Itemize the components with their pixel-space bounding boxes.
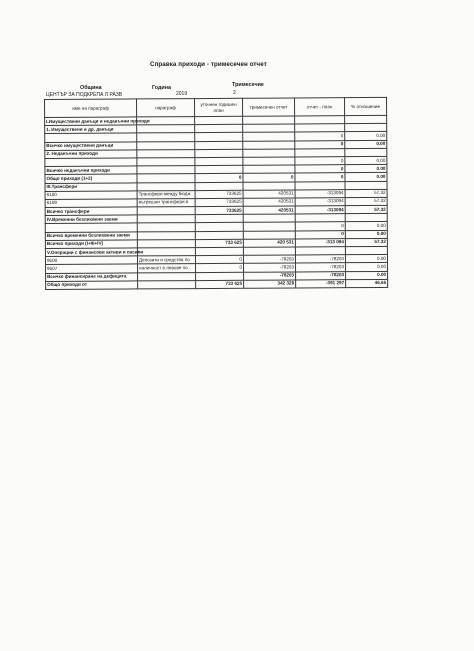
table-cell-diff [295,214,345,222]
table-cell-pct: 0.00 [345,140,387,148]
table-cell-pct: 0.00 [345,230,387,238]
table-cell-name: 6109 [45,199,137,208]
table-cell-report: 420531 [243,190,295,199]
table-cell-name: Всичко трансфери [45,207,137,216]
table-cell-name: Всичко приходи (I+III+IV) [45,240,137,249]
table-cell-name: V.Операции с финансови активи и пасиви [45,248,137,257]
table-cell-pct: 0.00 [345,132,387,140]
table-header-row [45,97,387,117]
table-cell-par: наличност в левове по [138,264,196,273]
table-cell-report [243,231,295,240]
table-cell-name: Общо приходи от [46,281,138,290]
table-cell-name: Всичко имуществени данъци [45,141,137,150]
table-cell-plan: 733 625 [195,239,243,247]
table-cell-name: Всичко неданъчни приходи [45,166,137,175]
table-cell-par: вътрешни трансфери в [137,198,195,207]
table-cell-diff: -78203 [296,263,346,271]
table-cell-pct: 0.00 [345,255,387,263]
table-cell-report: 420531 [243,206,295,215]
table-cell-plan [195,215,243,223]
table-cell-pct [345,148,387,156]
column-header: име на параграф [45,99,137,118]
table-cell-report: 342 328 [244,280,296,289]
label-godina: Година [152,85,171,91]
table-cell-diff: 0 [295,132,345,140]
table-cell-plan [195,165,243,173]
table-cell-pct: 0.00 [345,173,387,181]
table-cell-par: Депозити и средства по [137,256,195,265]
table-cell-diff [295,247,345,255]
table-cell-plan [195,116,243,124]
table-cell-plan [195,157,243,165]
table-cell-report [243,181,295,190]
value-godina: 2019 [176,91,188,97]
table-cell-plan [195,141,243,149]
table-cell-plan: 733625 [195,198,243,206]
table-cell-plan [195,149,243,157]
table-cell-plan: 733625 [195,206,243,214]
table-cell-name: 6100 [45,191,137,200]
table-cell-pct: 57.32 [345,205,387,213]
table-cell-diff [295,124,345,132]
table-cell-plan: 733 625 [196,280,244,288]
table-cell-report [243,124,295,133]
table-cell-diff: 0 [295,230,345,238]
table-cell-report [243,165,295,174]
table-cell-plan [195,182,243,190]
table-cell-report: 420531 [243,198,295,207]
table-cell-name: III.Трансфери [45,182,137,191]
table-cell-diff [295,116,345,124]
value-obshtina: ЦЕНТЪР ЗА ПОДКРЕПА Л РАЗВ [46,92,123,98]
table-cell-diff: -313094 [295,189,345,197]
table-cell-plan [195,223,243,231]
table-cell-plan: 0 [195,174,243,182]
table-cell-diff: 0 [295,140,345,148]
label-trimesechie: Тримесечие [232,82,264,88]
table-cell-name: 9500 [45,256,137,265]
table-cell-pct: 57.32 [345,189,387,197]
table-cell-pct [345,214,387,222]
table-cell-pct: 0.00 [346,271,388,279]
revenue-table [44,97,388,290]
table-cell-name: Всичко временни безлихвени заеми [45,232,137,241]
table-cell-diff: -391 297 [296,279,346,287]
table-cell-report [243,132,295,141]
table-cell-diff [295,148,345,156]
table-cell-report [243,247,295,256]
table-cell-diff: 0 [295,222,345,230]
table-cell-report [243,149,295,158]
table-cell-pct [345,246,387,254]
table-cell-name: 1. Имуществени и др. данъци [45,125,137,134]
table-cell-report [243,157,295,166]
table-cell-name: Всичко финансиране на дефицита [46,272,138,281]
column-header: тримесечен отчет [242,98,294,116]
table-cell-name: IV.Временни безлихвени заеми [45,215,137,224]
table-cell-report: -78203 [243,255,295,264]
table-cell-plan [195,124,243,132]
table-cell-diff: -313094 [295,206,345,214]
table-cell-name: I.Имуществени данъци и неданъчни приходи [45,117,137,126]
column-header: % отношение [344,97,386,115]
table-cell-plan [196,272,244,280]
table-cell-plan [195,231,243,239]
table-cell-pct [345,181,387,189]
table-cell-diff: -78203 [296,271,346,279]
column-header: уточнен годишен план [195,98,243,116]
document-title: Справка приходи - тримесечен отчет [150,61,267,68]
table-cell-plan: 0 [196,264,244,272]
table-cell-pct: 0.00 [346,263,388,271]
table-cell-report [243,214,295,223]
table-cell-diff: -78203 [295,255,345,263]
table-cell-name: 9507 [46,264,138,273]
table-cell-report [243,141,295,150]
table-cell-report [243,116,295,125]
table-cell-report: 420 531 [243,239,295,248]
table-cell-report: -78203 [244,272,296,281]
table-cell-pct [345,115,387,123]
table-cell-pct: 57.32 [345,197,387,205]
column-header: отчет - план [294,98,344,116]
table-cell-plan: 0 [195,255,243,263]
table-cell-plan [195,133,243,141]
label-obshtina: Община [80,85,102,91]
table-cell-diff: -313094 [295,198,345,206]
table-row [46,279,388,289]
table-cell-diff [295,181,345,189]
table-cell-pct: 46.66 [346,279,388,287]
table-cell-pct: 0.00 [345,156,387,164]
table-cell-par: Трансфери между бюдж [137,190,195,199]
table-cell-par [138,280,196,289]
table-cell-name: 2. Неданъчни приходи [45,150,137,159]
value-trimesechie: 2 [233,90,236,96]
table-cell-pct [345,124,387,132]
table-cell-diff: 0 [295,157,345,165]
table-cell-report [243,222,295,231]
table-cell-pct: 0.00 [345,222,387,230]
table-cell-report: 0 [243,173,295,182]
table-cell-plan [195,247,243,255]
column-header: параграф [137,99,195,117]
table-cell-report: -78203 [244,263,296,272]
table-body [45,115,388,289]
table-cell-diff: -313 094 [295,238,345,246]
table-cell-plan: 733625 [195,190,243,198]
table-cell-name: Общо приходи (1+2) [45,174,137,183]
table-cell-diff: 0 [295,165,345,173]
table-cell-pct: 57.32 [345,238,387,246]
table-cell-pct: 0.00 [345,165,387,173]
table-cell-diff: 0 [295,173,345,181]
